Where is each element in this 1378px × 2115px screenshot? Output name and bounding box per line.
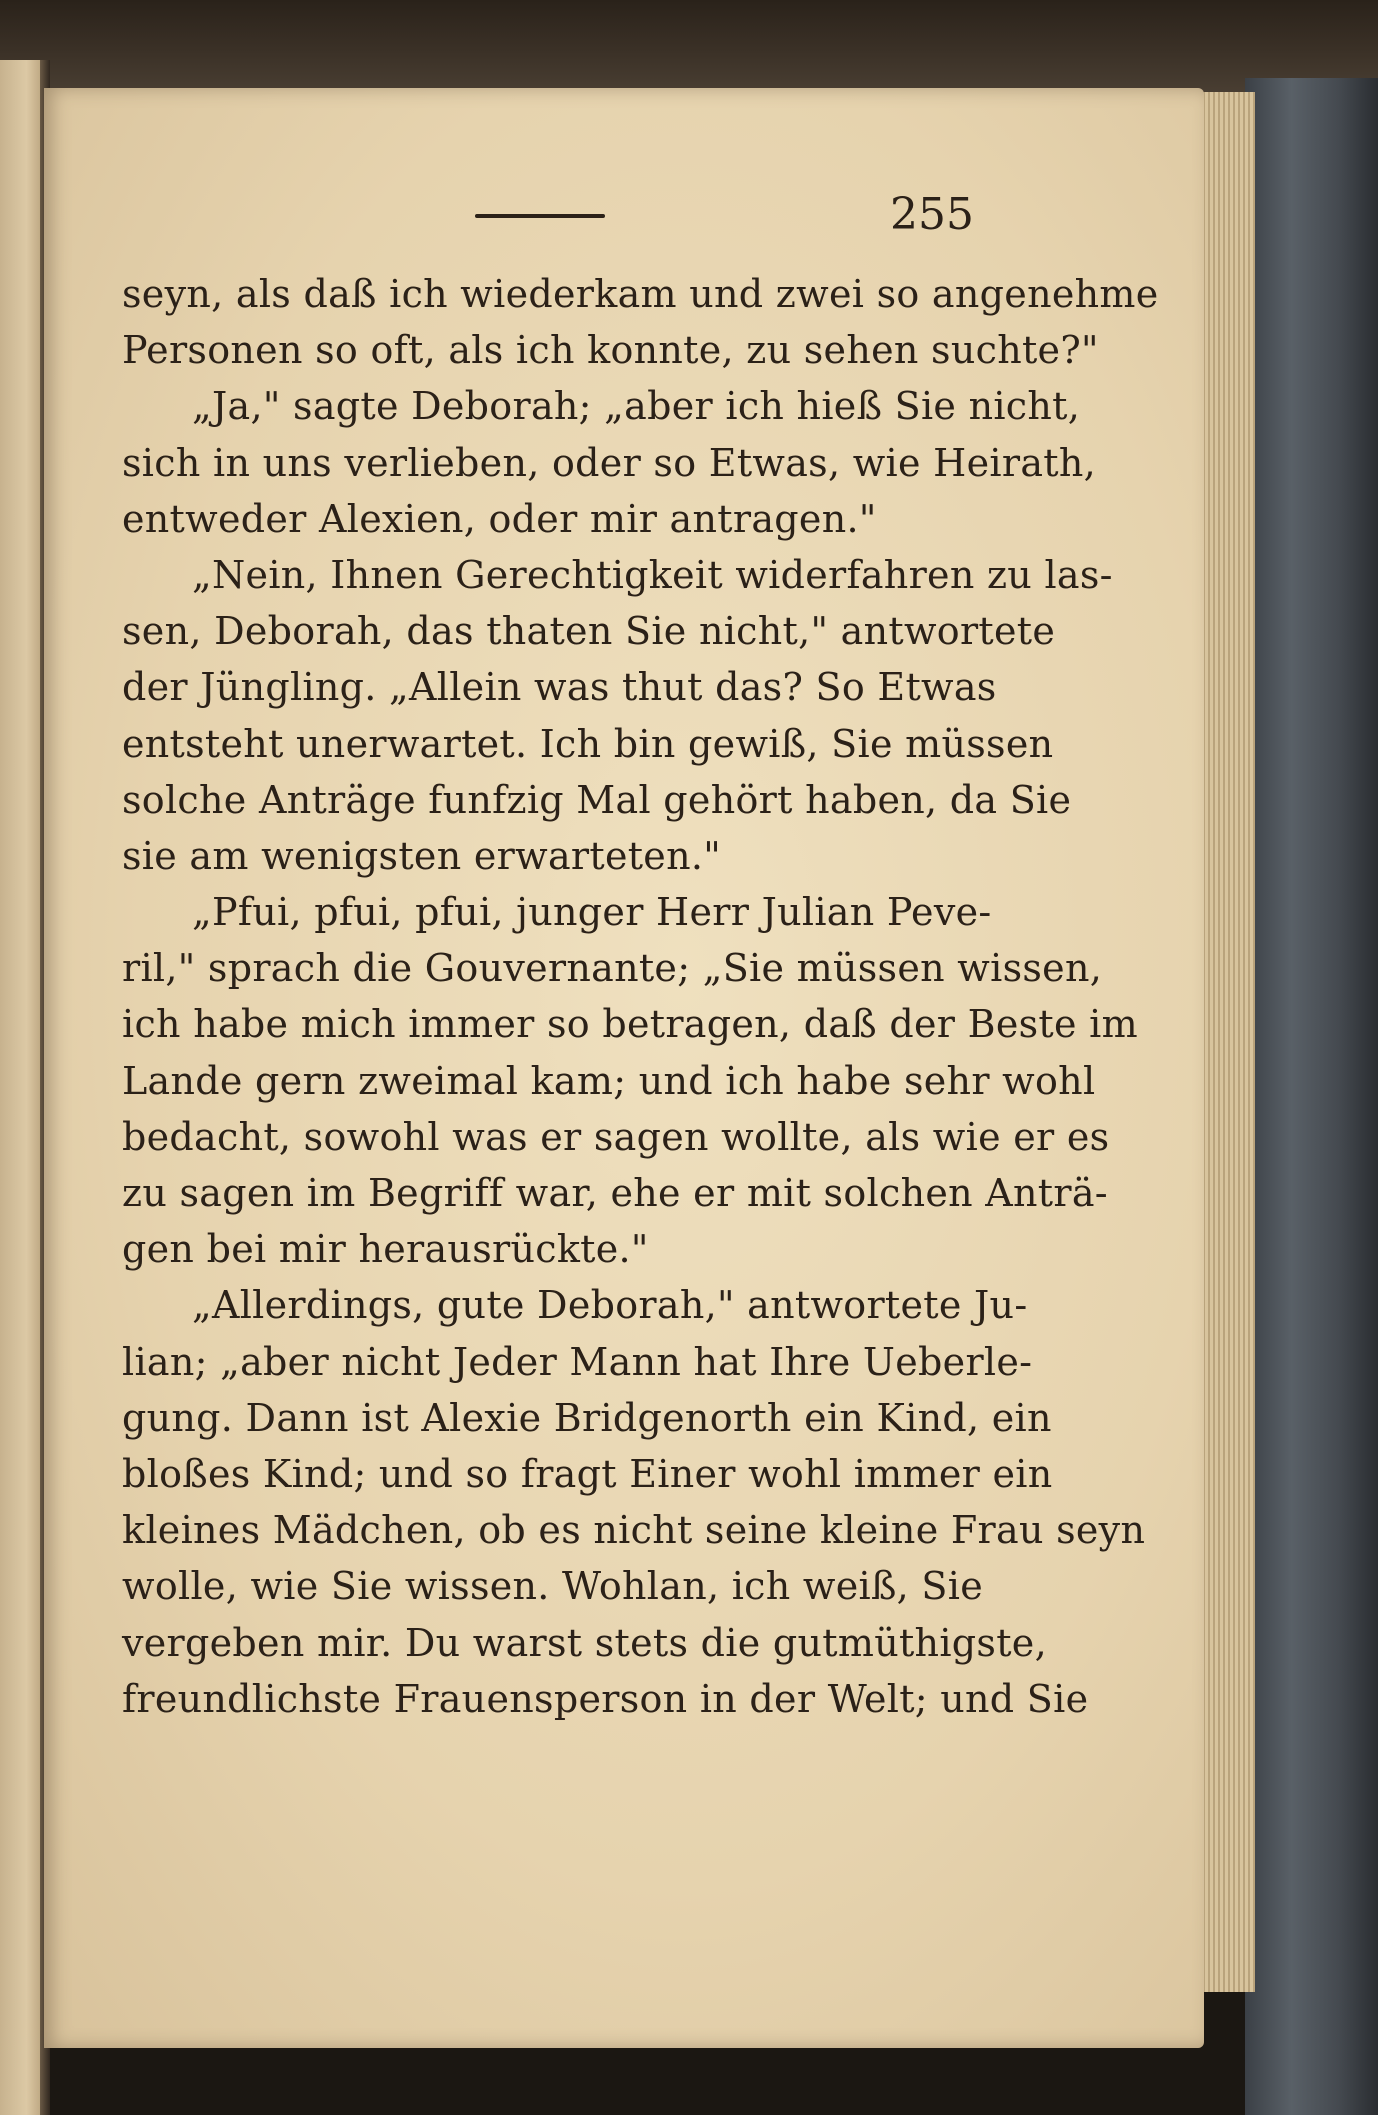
text-line: ril," sprach die Gouvernante; „Sie müssen wissen, — [122, 946, 1103, 991]
text-line: sich in uns verlieben, oder so Etwas, wie Heirath, — [122, 440, 1096, 485]
text-line: kleines Mädchen, ob es nicht seine kleine Frau seyn — [122, 1508, 1146, 1553]
text-line: „Allerdings, gute Deborah," antwortete Ju- — [192, 1283, 1028, 1328]
text-line: vergeben mir. Du warst stets die gutmüthigste, — [122, 1620, 1047, 1665]
text-line: gung. Dann ist Alexie Bridgenorth ein Kind, ein — [122, 1395, 1052, 1440]
text-line: entweder Alexien, oder mir antragen." — [122, 496, 877, 541]
facing-page-edge — [0, 60, 44, 2115]
text-line: bloßes Kind; und so fragt Einer wohl immer ein — [122, 1451, 1053, 1496]
text-line: gen bei mir herausrückte." — [122, 1227, 649, 1272]
page-stack-edges — [1195, 92, 1255, 1992]
text-line: bedacht, sowohl was er sagen wollte, als wie er es — [122, 1114, 1110, 1159]
text-line: Personen so oft, als ich konnte, zu sehen suchte?" — [122, 328, 1099, 373]
text-line: zu sagen im Begriff war, ehe er mit solchen Anträ- — [122, 1171, 1108, 1215]
book-cover-board — [1245, 78, 1378, 2115]
text-line: sen, Deborah, das thaten Sie nicht," antwortete — [122, 609, 1056, 654]
text-line: seyn, als daß ich wiederkam und zwei so angenehme — [122, 272, 1159, 316]
text-line: freundlichste Frauensperson in der Welt; und Sie — [122, 1676, 1089, 1721]
book-cover-top — [0, 0, 1378, 95]
text-line: der Jüngling. „Allein was thut das? So Etwas — [122, 665, 997, 710]
header-rule — [475, 214, 605, 218]
text-line: wolle, wie Sie wissen. Wohlan, ich weiß, Sie — [122, 1564, 984, 1609]
text-line: „Pfui, pfui, pfui, junger Herr Julian Peve- — [192, 890, 992, 935]
body-text — [122, 266, 1159, 1727]
text-line: entsteht unerwartet. Ich bin gewiß, Sie müssen — [122, 721, 1054, 766]
text-line: „Nein, Ihnen Gerechtigkeit widerfahren zu las- — [192, 552, 1113, 597]
text-line: sie am wenigsten erwarteten." — [122, 833, 722, 878]
page-number: 255 — [890, 189, 974, 240]
text-line: ich habe mich immer so betragen, daß der Beste im — [122, 1002, 1138, 1047]
text-line: Lande gern zweimal kam; und ich habe sehr wohl — [122, 1058, 1096, 1103]
text-line: „Ja," sagte Deborah; „aber ich hieß Sie nicht, — [192, 384, 1081, 429]
text-line: solche Anträge funfzig Mal gehört haben, da Sie — [122, 777, 1072, 822]
text-line: lian; „aber nicht Jeder Mann hat Ihre Ueberle- — [122, 1339, 1033, 1384]
